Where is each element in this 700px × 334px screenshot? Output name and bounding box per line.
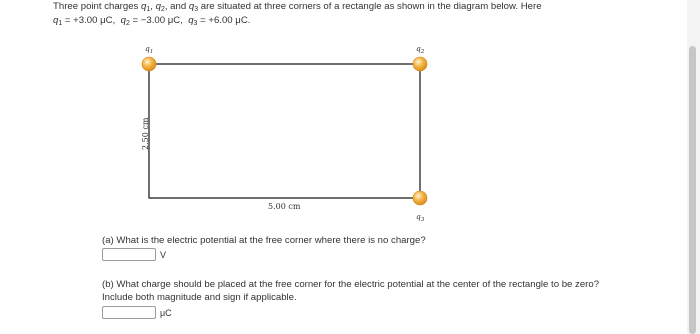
part-b-answer-input[interactable]	[102, 306, 156, 319]
part-a-question: (a) What is the electric potential at the free corner where there is no charge?	[102, 235, 426, 246]
problem-intro: Three point charges $q_1$, $q_2$, and $q_3$ are situated at three corners of a rectangle as shown in the diagram below. Here	[53, 1, 542, 13]
charge-values: $q_1 = +3.00$ μC, $q_2 = -3.00$ μC, $q_3 = +6.00$ μC.	[53, 15, 251, 27]
scrollbar-thumb[interactable]	[689, 46, 696, 334]
label-q1: $q_1$	[145, 44, 154, 55]
charge-q2	[413, 57, 427, 71]
part-a-unit: V	[160, 249, 167, 260]
part-a-answer-row	[102, 248, 166, 261]
part-a-answer-input[interactable]	[102, 248, 156, 261]
part-b-answer-row	[102, 306, 172, 319]
vertical-scrollbar[interactable]	[687, 0, 700, 334]
label-q3: $q_3$	[416, 212, 425, 223]
part-b-unit: μC	[160, 307, 172, 318]
charge-q3	[413, 191, 427, 205]
height-label: 2.50 cm	[141, 117, 150, 150]
charge-q1	[142, 57, 156, 71]
part-b-question: (b) What charge should be placed at the free corner for the electric potential at the center of the rectangle to be zero?	[102, 279, 600, 290]
width-label: 5.00 cm	[268, 202, 301, 211]
part-b-instruction: Include both magnitude and sign if applicable.	[102, 292, 297, 303]
label-q2: $q_2$	[416, 44, 425, 55]
rectangle	[149, 64, 420, 198]
